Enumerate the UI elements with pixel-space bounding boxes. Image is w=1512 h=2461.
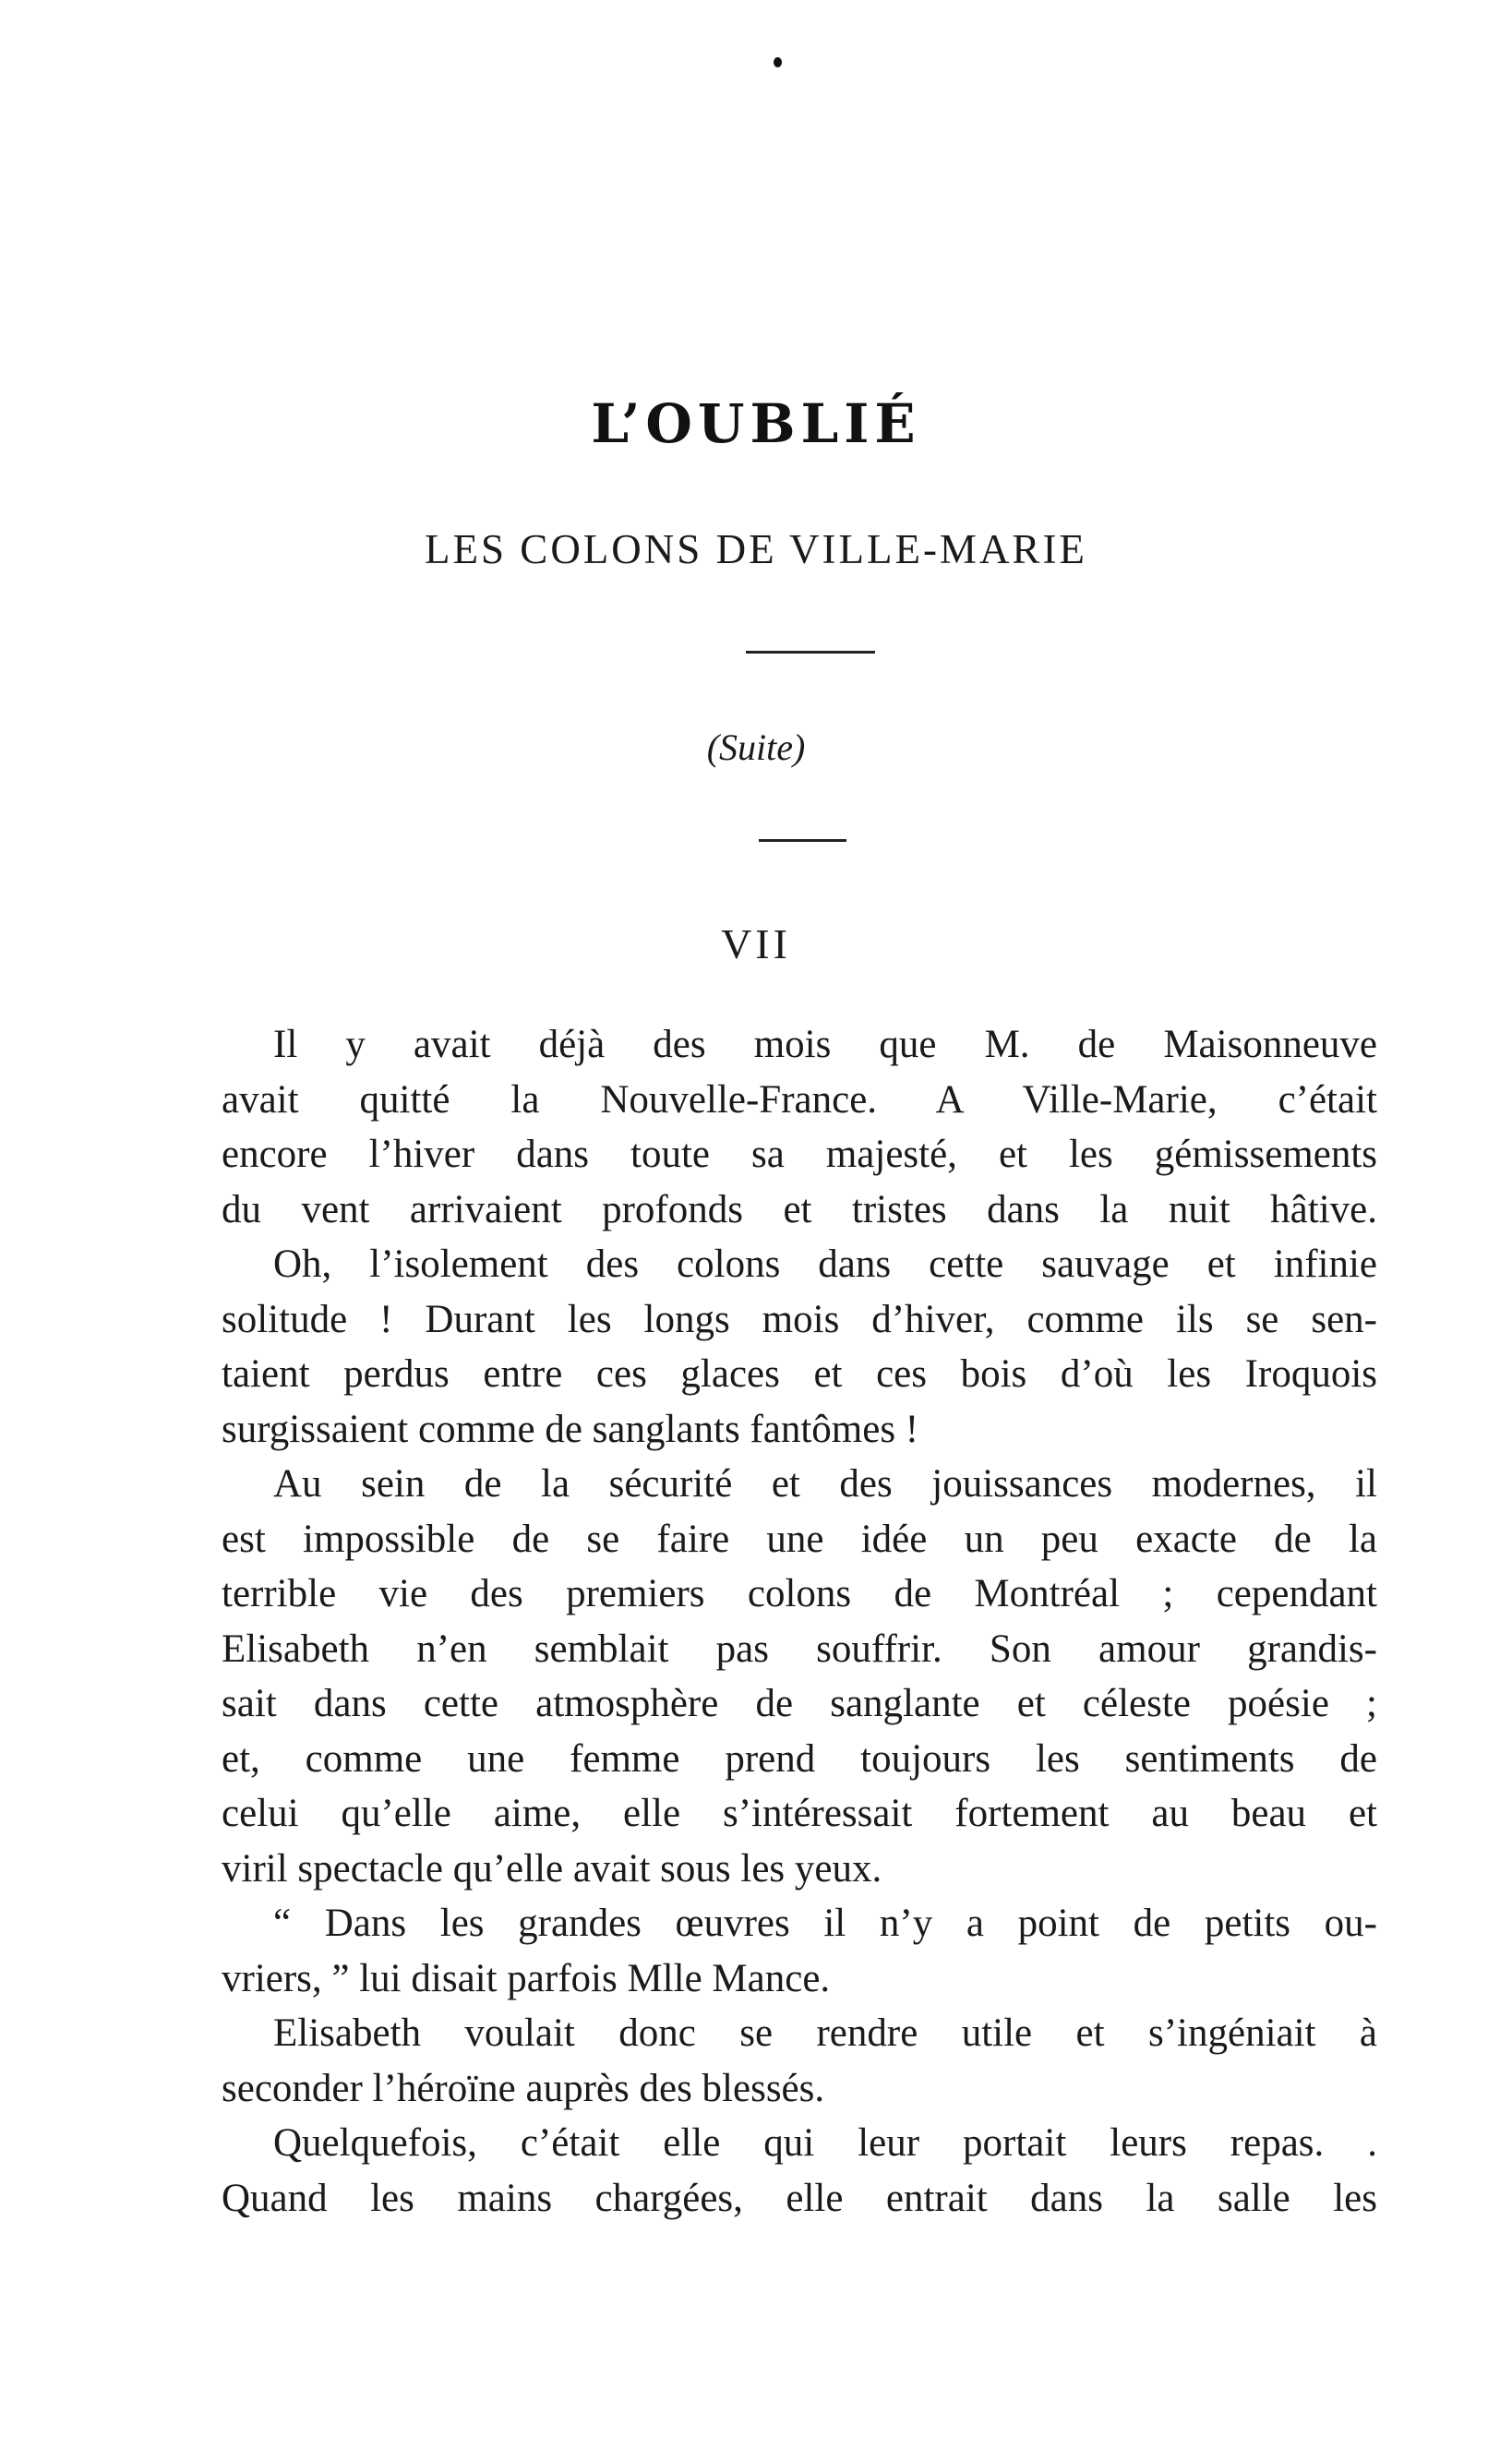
page-title: L’OUBLIÉ	[591, 392, 921, 455]
text-line: Quand les mains chargées, elle entrait dans la salle les	[222, 2176, 1377, 2220]
divider-rule	[759, 839, 846, 842]
text-line: avait quitté la Nouvelle-France. A Ville-Marie, c’était	[222, 1077, 1377, 1122]
paragraph	[222, 2006, 1377, 2116]
text-line: “ Dans les grandes œuvres il n’y a point de petits ou-	[273, 1902, 1377, 1945]
text-line: celui qu’elle aime, elle s’intéressait fortement au beau et	[222, 1792, 1377, 1835]
text-line: viril spectacle qu’elle avait sous les yeux.	[222, 1846, 882, 1891]
paragraph	[222, 1457, 1377, 1896]
paragraph	[222, 1017, 1377, 1237]
divider-rule	[746, 651, 875, 654]
text-line: surgissaient comme de sanglants fantômes !	[222, 1407, 919, 1451]
text-line: vriers, ” lui disait parfois Mlle Mance.	[222, 1956, 831, 2000]
text-line: Au sein de la sécurité et des jouissances modernes, il	[273, 1462, 1377, 1506]
text-line: du vent arrivaient profonds et tristes dans la nuit hâtive.	[222, 1187, 1377, 1231]
continuation-note: (Suite)	[706, 726, 806, 768]
text-line: Elisabeth voulait donc se rendre utile et s’ingéniait à	[273, 2011, 1377, 2055]
text-line: sait dans cette atmosphère de sanglante et céleste poésie ;	[222, 1682, 1377, 1725]
text-line: seconder l’héroïne auprès des blessés.	[222, 2066, 825, 2110]
paragraph	[222, 1896, 1377, 2006]
text-line: Elisabeth n’en semblait pas souffrir. Son amour grandis-	[222, 1627, 1377, 1671]
text-line: Quelquefois, c’était elle qui leur portait leurs repas. .	[273, 2121, 1377, 2165]
text-line: est impossible de se faire une idée un peu exacte de la	[222, 1517, 1377, 1561]
text-line: solitude ! Durant les longs mois d’hiver, comme ils se sen-	[222, 1297, 1377, 1341]
chapter-number: VII	[721, 920, 791, 967]
ink-speck	[774, 57, 782, 67]
paragraph	[222, 1237, 1377, 1457]
body-text	[222, 1017, 1377, 2226]
text-line: et, comme une femme prend toujours les sentiments de	[222, 1736, 1377, 1781]
page-subtitle: LES COLONS DE VILLE-MARIE	[425, 526, 1087, 572]
text-line: taient perdus entre ces glaces et ces bois d’où les Iroquois	[222, 1352, 1377, 1396]
text-line: encore l’hiver dans toute sa majesté, et les gémissements	[222, 1133, 1377, 1176]
paragraph	[222, 2116, 1377, 2226]
text-line: Il y avait déjà des mois que M. de Maisonneuve	[273, 1023, 1377, 1066]
text-line: Oh, l’isolement des colons dans cette sauvage et infinie	[273, 1243, 1377, 1286]
text-line: terrible vie des premiers colons de Montréal ; cependant	[222, 1572, 1377, 1615]
